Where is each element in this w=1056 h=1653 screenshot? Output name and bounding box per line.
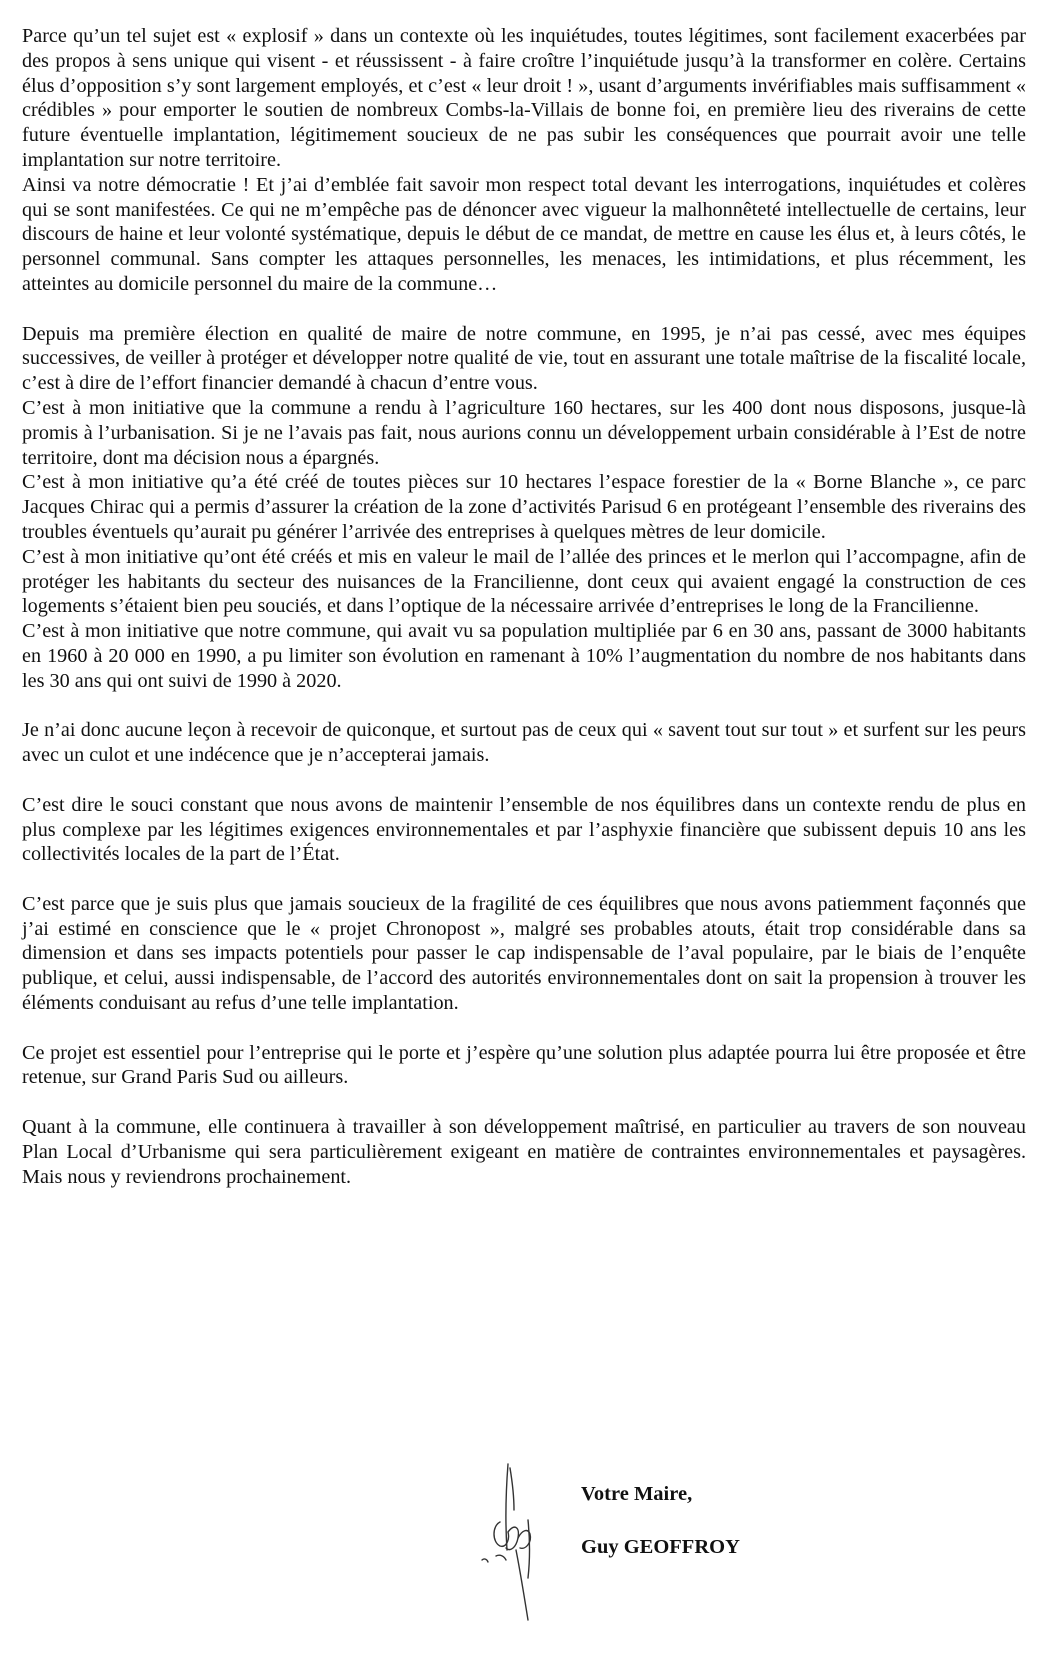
- signature-block: [470, 1460, 790, 1630]
- paragraph-10: C’est parce que je suis plus que jamais soucieux de la fragilité de ces équilibres que nous avons patiemment façonnés que j’ai estimé en conscience que le « projet Chronopost », malgré ses probables atouts, était trop considérable dans sa dimension et dans ses impacts potentiels pour passer le cap indispensable de l’aval populaire, par le biais de l’enquête publique, et celui, aussi indispensable, de l’accord des autorités environnementales dont on sait la propension à trouver les éléments conduisant au refus d’une telle implantation.: [22, 892, 1026, 1015]
- letter-body: [22, 24, 1026, 1189]
- paragraph-1: Parce qu’un tel sujet est « explosif » dans un contexte où les inquiétudes, toutes légitimes, sont facilement exacerbées par des propos à sens unique qui visent - et réussissent - à faire croître l’inquiétude jusqu’à la transformer en colère. Certains élus d’opposition s’y sont largement employés, et c’est « leur droit ! », usant d’arguments invérifiables mais suffisamment « crédibles » pour emporter le soutien de nombreux Combs-la-Villais de bonne foi, en première lieu des riverains de cette future éventuelle implantation, légitimement soucieux de ne pas subir les conséquences que pourrait avoir une telle implantation sur notre territoire.: [22, 25, 1026, 171]
- paragraph-gap: [22, 297, 1026, 322]
- paragraph-2: Ainsi va notre démocratie ! Et j’ai d’emblée fait savoir mon respect total devant les interrogations, inquiétudes et colères qui se sont manifestées. Ce qui ne m’empêche pas de dénoncer avec vigueur la malhonnêteté intellectuelle de certains, leur discours de haine et leur volonté systématique, depuis le début de ce mandat, de mettre en cause les élus et, à leurs côtés, le personnel communal. Sans compter les attaques personnelles, les menaces, les intimidations, et plus récemment, les atteintes au domicile personnel du maire de la commune…: [22, 173, 1026, 295]
- paragraph-gap: [22, 1016, 1026, 1041]
- paragraph-12: Quant à la commune, elle continuera à travailler à son développement maîtrisé, en particulier au travers de son nouveau Plan Local d’Urbanisme qui sera particulièrement exigeant en matière de contraintes environnementales et paysagères. Mais nous y reviendrons prochainement.: [22, 1116, 1026, 1188]
- paragraph-gap: [22, 1090, 1026, 1115]
- paragraph-5: C’est à mon initiative qu’a été créé de toutes pièces sur 10 hectares l’espace forestier de la « Borne Blanche », ce parc Jacques Chirac qui a permis d’assurer la création de la zone d’activités Parisud 6 en protégeant l’ensemble des riverains des troubles éventuels qu’aurait pu générer l’arrivée des entreprises à quelques mètres de leur domicile.: [22, 471, 1026, 543]
- paragraph-8: Je n’ai donc aucune leçon à recevoir de quiconque, et surtout pas de ceux qui « savent tout sur tout » et surfent sur les peurs avec un culot et une indécence que je n’accepterai jamais.: [22, 719, 1026, 767]
- paragraph-9: C’est dire le souci constant que nous avons de maintenir l’ensemble de nos équilibres dans un contexte rendu de plus en plus complexe par les légitimes exigences environnementales et par l’asphyxie financière que subissent depuis 10 ans les collectivités locales de la part de l’État.: [22, 793, 1026, 866]
- paragraph-3: Depuis ma première élection en qualité de maire de notre commune, en 1995, je n’ai pas cessé, avec mes équipes successives, de veiller à protéger et développer notre qualité de vie, tout en assurant une totale maîtrise de la fiscalité locale, c’est à dire de l’effort financier demandé à chacun d’entre vous.: [22, 322, 1026, 395]
- paragraph-11: Ce projet est essentiel pour l’entreprise qui le porte et j’espère qu’une solution plus adaptée pourra lui être proposée et être retenue, sur Grand Paris Sud ou ailleurs.: [22, 1041, 1026, 1089]
- paragraph-gap: [22, 694, 1026, 719]
- closing-salutation: Votre Maire,: [581, 1483, 693, 1505]
- paragraph-6: C’est à mon initiative qu’ont été créés et mis en valeur le mail de l’allée des princes et le merlon qui l’accompagne, afin de protéger les habitants du secteur des nuisances de la Francilienne, dont ceux qui avaient engagé la construction de ces logements s’étaient bien peu souciés, et dans l’optique de la nécessaire arrivée d’entreprises le long de la Francilienne.: [22, 545, 1026, 618]
- paragraph-gap: [22, 867, 1026, 892]
- paragraph-gap: [22, 768, 1026, 793]
- paragraph-4: C’est à mon initiative que la commune a rendu à l’agriculture 160 hectares, sur les 400 dont nous disposons, jusque-là promis à l’urbanisation. Si je ne l’avais pas fait, nous aurions connu un développement urbain considérable à l’Est de notre territoire, dont ma décision nous a épargnés.: [22, 396, 1026, 469]
- signatory-name: Guy GEOFFROY: [581, 1536, 740, 1558]
- paragraph-7: C’est à mon initiative que notre commune, qui avait vu sa population multipliée par 6 en 30 ans, passant de 3000 habitants en 1960 à 20 000 en 1990, a pu limiter son évolution en ramenant à 10% l’augmentation du nombre de nos habitants dans les 30 ans qui ont suivi de 1990 à 2020.: [22, 620, 1026, 692]
- handwritten-signature: [470, 1460, 560, 1630]
